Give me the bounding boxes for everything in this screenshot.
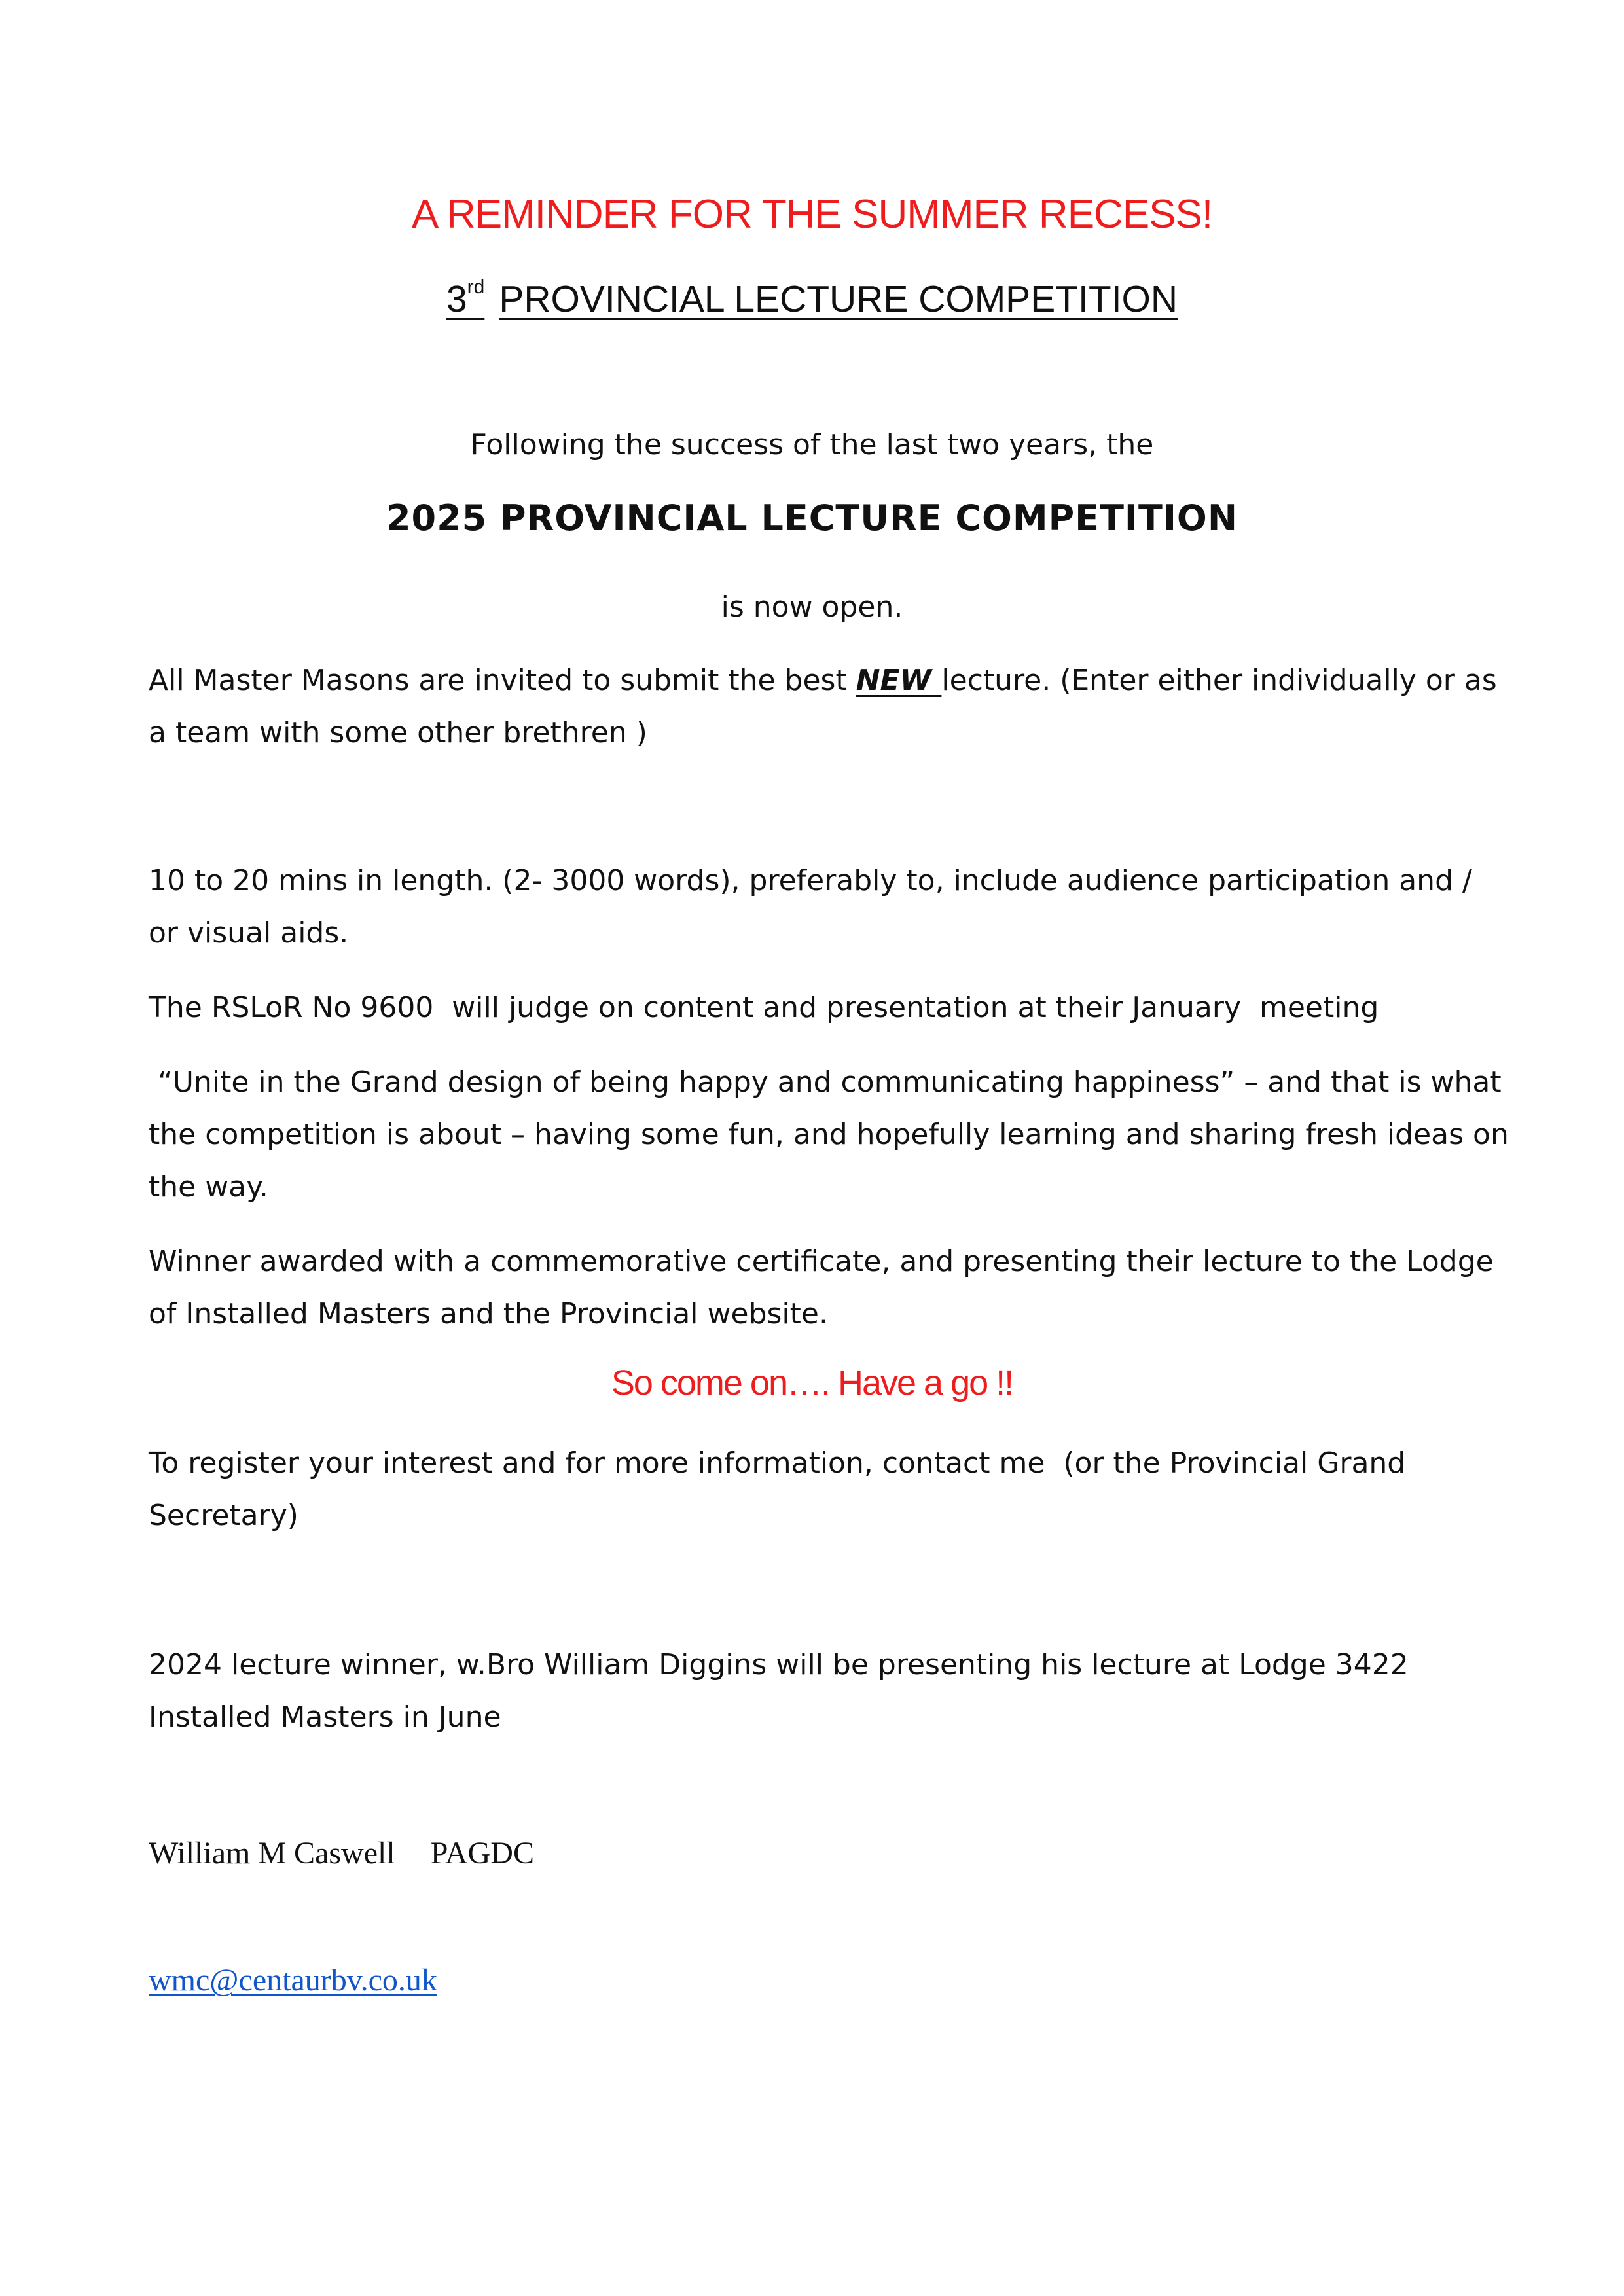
email-link[interactable]: wmc@centaurbv.co.uk — [149, 1963, 437, 1998]
invite-after: lecture. (Enter either individually or as a team with some other brethren ) — [149, 664, 1497, 749]
intro-following: Following the success of the last two years, the — [470, 428, 1154, 461]
ordinal-number: 3 — [446, 278, 467, 320]
length-paragraph: 10 to 20 mins in length. (2- 3000 words), preferably to, include audience participation and / or visual aids. — [149, 864, 1472, 950]
invite-paragraph — [149, 655, 1510, 759]
come-on-callout: So come on…. Have a go !! — [611, 1363, 1013, 1403]
intro-open: is now open. — [721, 590, 903, 624]
competition-headline: 2025 PROVINCIAL LECTURE COMPETITION — [386, 497, 1238, 539]
lecture-2024-paragraph: 2024 lecture winner, w.Bro William Diggins will be presenting his lecture at Lodge 3422 Installed Masters in June — [149, 1648, 1409, 1734]
ordinal-suffix: rd — [467, 276, 485, 298]
signature-title: PAGDC — [430, 1836, 534, 1871]
competition-title-text: PROVINCIAL LECTURE COMPETITION — [499, 278, 1178, 320]
competition-title — [0, 276, 1624, 321]
invite-before: All Master Masons are invited to submit the best — [149, 664, 856, 697]
invite-new-emphasis: NEW — [856, 664, 942, 697]
unite-paragraph: “Unite in the Grand design of being happy and communicating happiness” – and that is what the competition is about – having some fun, and hopefully learning and sharing fresh ideas on the way. — [149, 1066, 1518, 1204]
signature-line — [149, 1835, 534, 1871]
signature-name: William M Caswell — [149, 1836, 395, 1871]
reminder-heading: A REMINDER FOR THE SUMMER RECESS! — [411, 192, 1213, 237]
register-paragraph: To register your interest and for more information, contact me (or the Provincial Grand Secretary) — [149, 1446, 1415, 1532]
winner-paragraph: Winner awarded with a commemorative certificate, and presenting their lecture to the Lodge of Installed Masters and the Provincial website. — [149, 1245, 1494, 1331]
judge-paragraph: The RSLoR No 9600 will judge on content and presentation at their January meeting — [149, 991, 1379, 1024]
